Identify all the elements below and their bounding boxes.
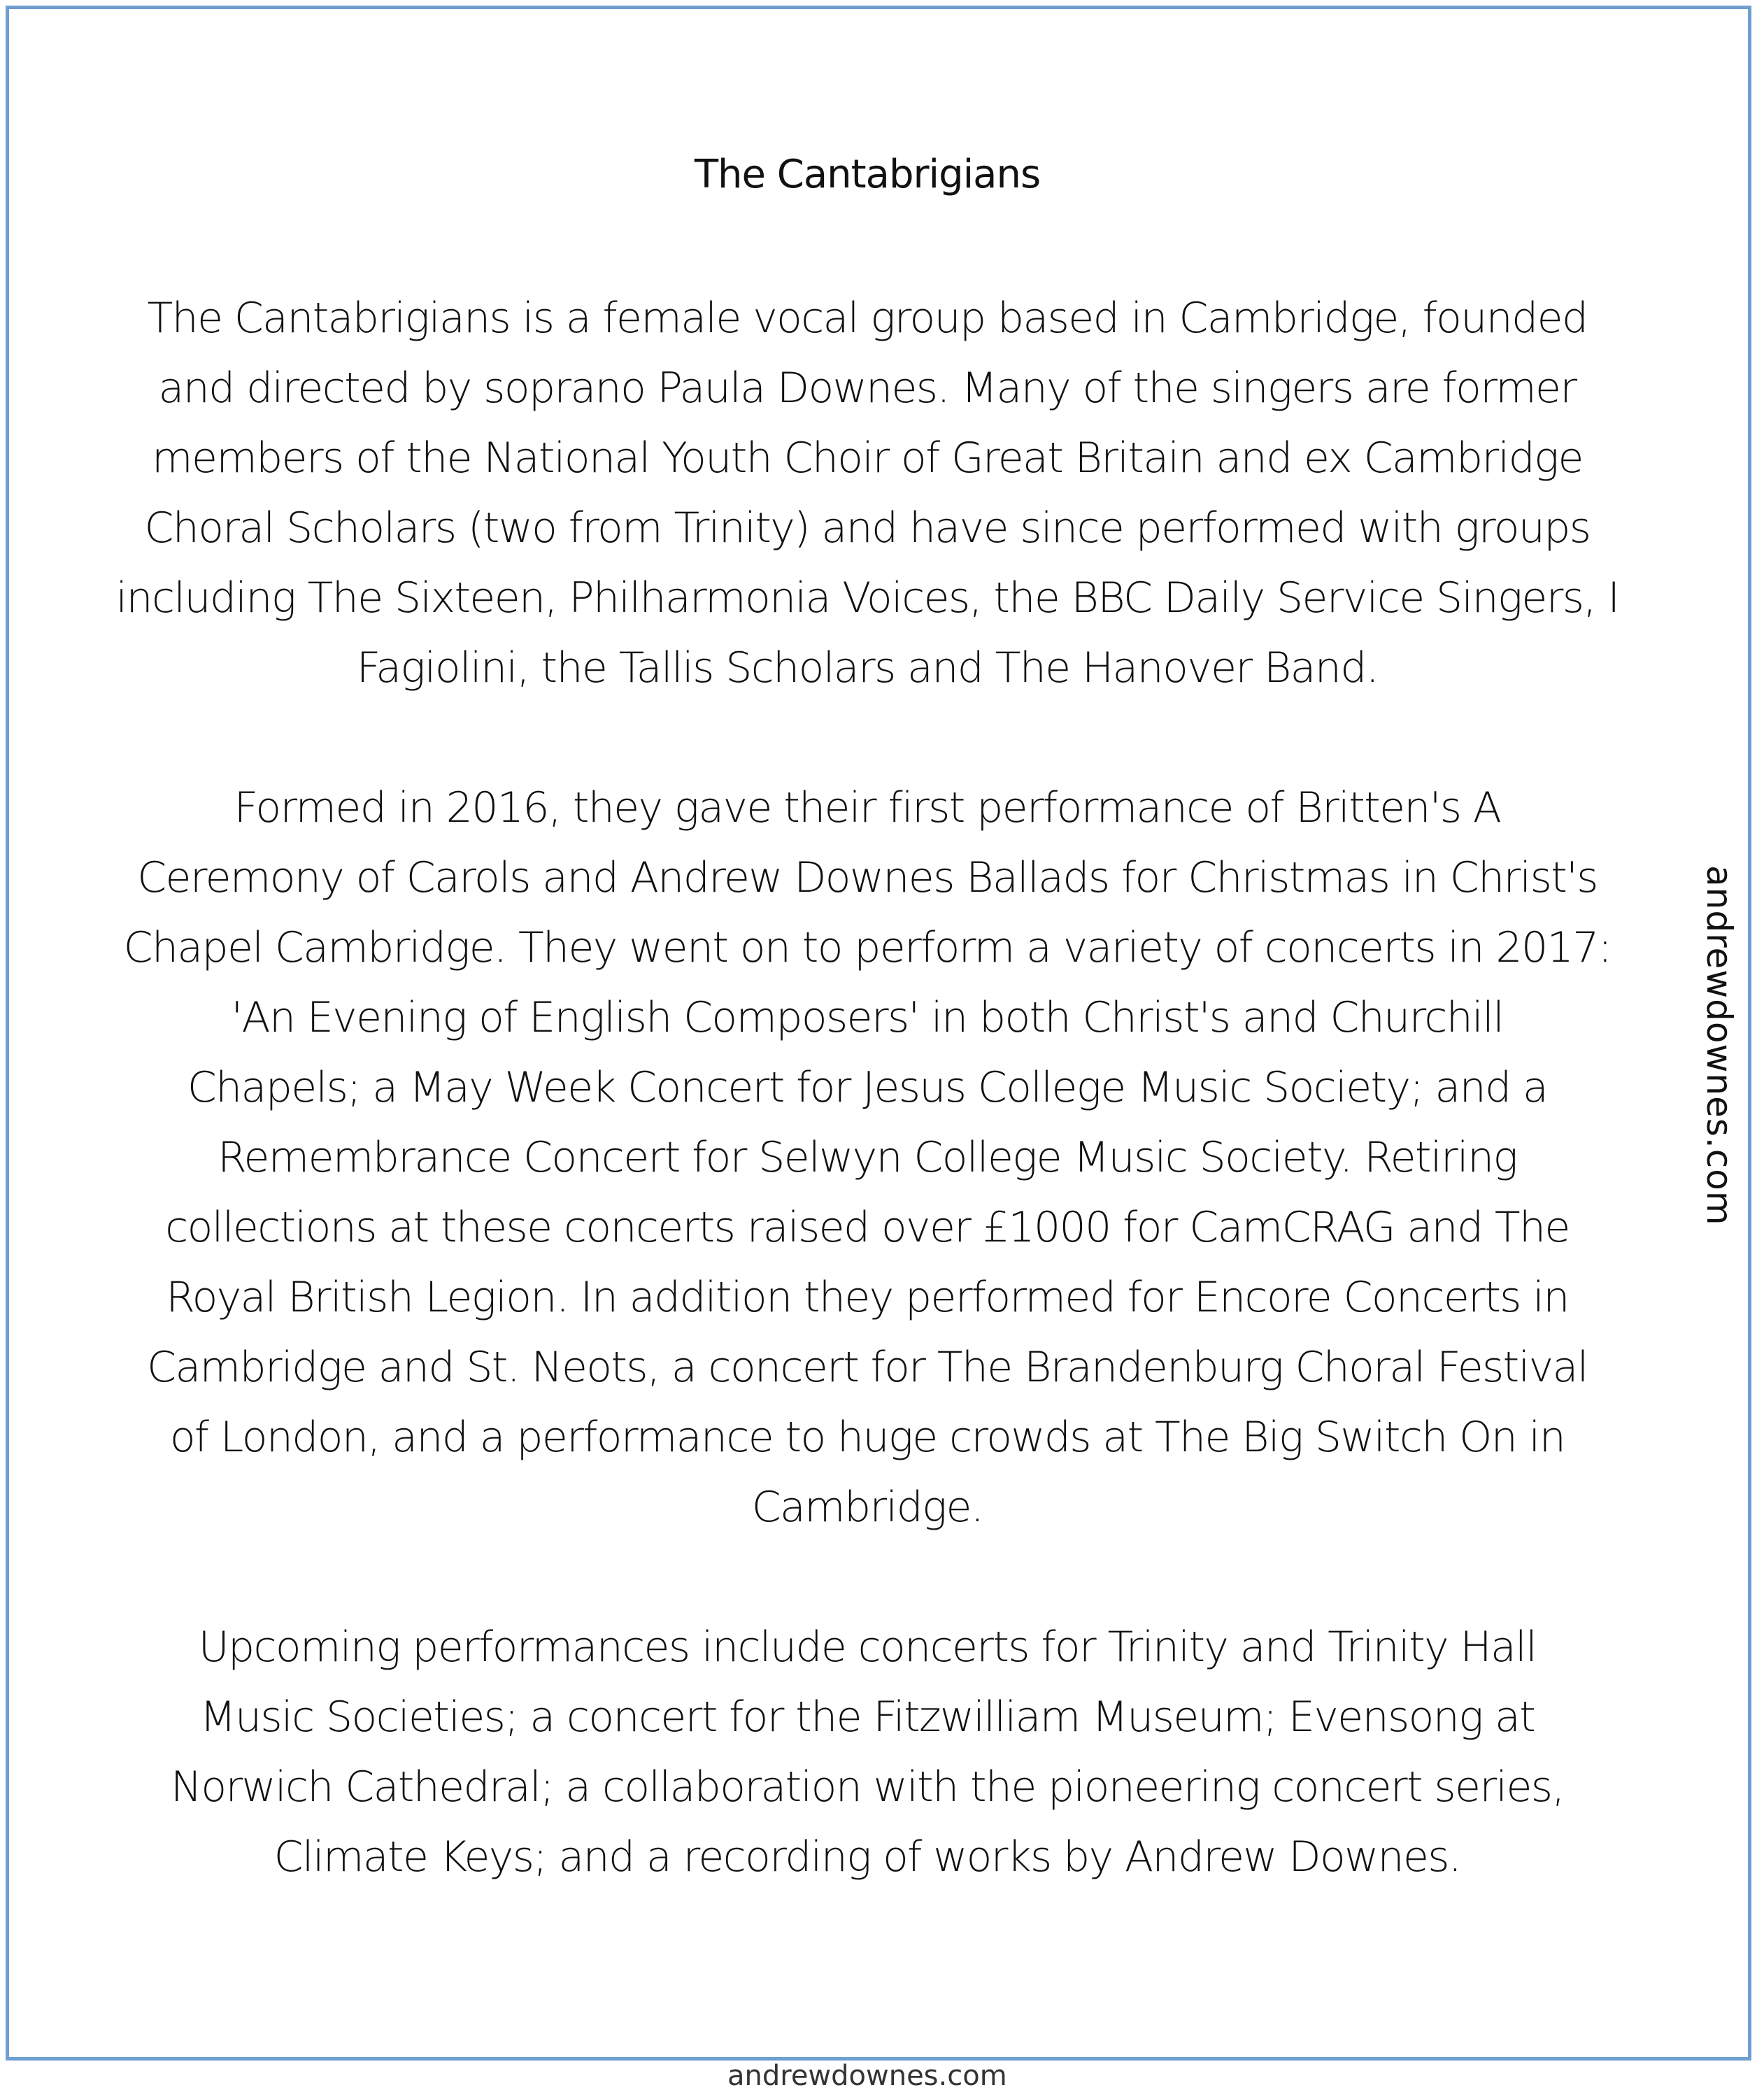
paragraph-line: and directed by soprano Paula Downes. Many of the singers are former (158, 364, 1577, 413)
paragraph-line: Fagiolini, the Tallis Scholars and The Hanover Band. (356, 643, 1379, 692)
paragraph-line: The Cantabrigians is a female vocal group based in Cambridge, founded (147, 294, 1588, 343)
paragraph-line: Ceremony of Carols and Andrew Downes Ballads for Christmas in Christ's (137, 853, 1598, 902)
paragraph-line: including The Sixteen, Philharmonia Voices, the BBC Daily Service Singers, I (115, 574, 1619, 622)
paragraph-line: Remembrance Concert for Selwyn College Music Society. Retiring (218, 1133, 1517, 1182)
paragraph-line: Upcoming performances include concerts for Trinity and Trinity Hall (198, 1623, 1537, 1672)
paragraph-line: collections at these concerts raised over £1000 for CamCRAG and The (165, 1203, 1570, 1252)
paragraph-line: Cambridge. (751, 1483, 983, 1532)
paragraph-line: Chapels; a May Week Concert for Jesus College Music Society; and a (187, 1063, 1548, 1112)
paragraph-line: Choral Scholars (two from Trinity) and have since performed with groups (144, 504, 1591, 553)
paragraph-line: Chapel Cambridge. They went on to perform a variety of concerts in 2017: (123, 923, 1612, 972)
paragraph-line: members of the National Youth Choir of Great Britain and ex Cambridge (152, 434, 1583, 483)
paragraph-line: Cambridge and St. Neots, a concert for The Brandenburg Choral Festival (147, 1343, 1588, 1392)
paragraph-line: Royal British Legion. In addition they performed for Encore Concerts in (166, 1273, 1569, 1322)
paragraph-line: 'An Evening of English Composers' in both Christ's and Churchill (231, 993, 1504, 1042)
paragraph-line: Formed in 2016, they gave their first performance of Britten's A (234, 783, 1501, 832)
paragraph-line: Norwich Cathedral; a collaboration with the pioneering concert series, (171, 1763, 1564, 1812)
paragraph-line: of London, and a performance to huge crowds at The Big Switch On in (169, 1413, 1565, 1462)
paragraph-history (105, 773, 1630, 1542)
paragraph-upcoming (105, 1612, 1630, 1892)
side-watermark-url: andrewdownes.com (1699, 865, 1740, 1226)
paragraph-line: Music Societies; a concert for the Fitzwilliam Museum; Evensong at (199, 1693, 1535, 1742)
bottom-cut-off-text: andrewdownes.com (727, 2060, 1007, 2092)
document-title: The Cantabrigians (694, 152, 1041, 197)
paragraph-intro (105, 283, 1630, 703)
paragraph-line: Climate Keys; and a recording of works by Andrew Downes. (273, 1833, 1461, 1881)
